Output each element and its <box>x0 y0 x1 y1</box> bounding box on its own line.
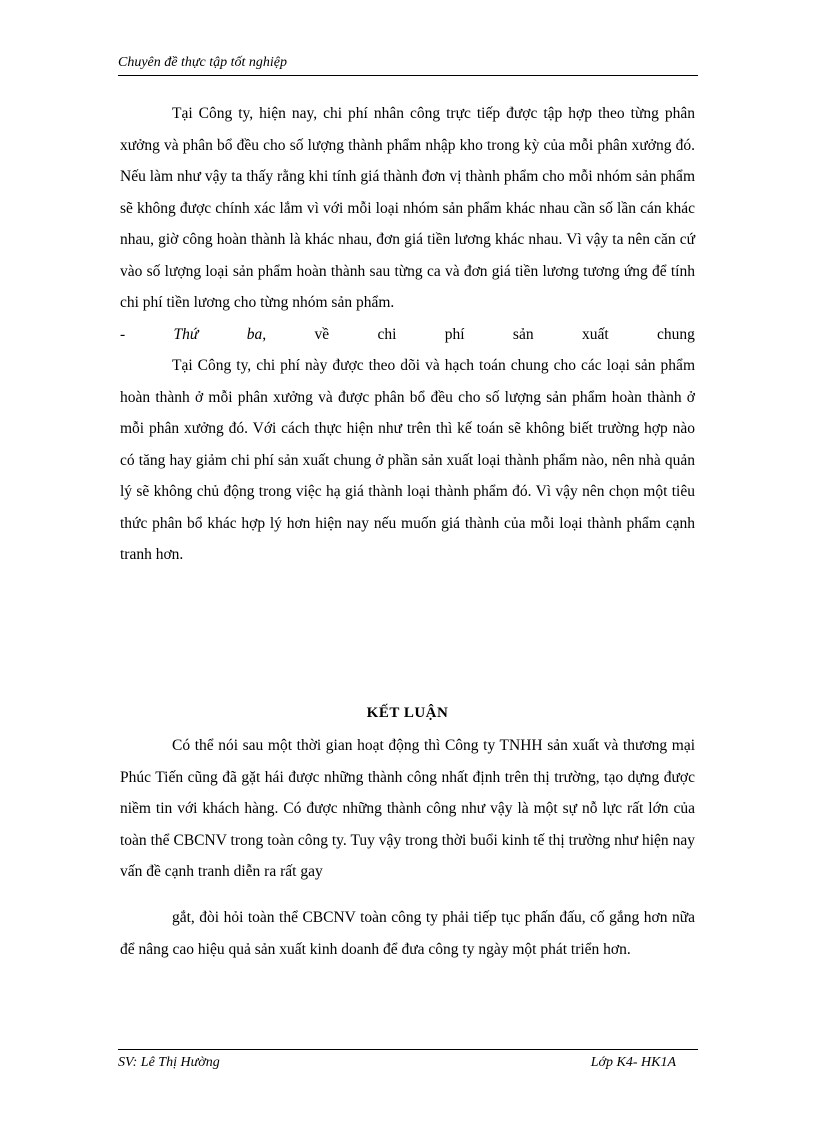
bullet-word: chi <box>377 325 397 343</box>
conclusion-text-continued <box>120 902 695 965</box>
footer-class: Lớp K4- HK1A <box>590 1055 676 1070</box>
main-text <box>120 98 695 571</box>
footer-student: SV: Lê Thị Hường <box>118 1055 220 1070</box>
paragraph-overhead-cost: Tại Công ty, chi phí này được theo dõi và hạch toán chung cho các loại sản phẩm hoàn thành ở mỗi phân xưởng và được phân bổ đều cho số lượng sản phẩm hoàn thành ở mỗi phân xưởng đó. Với cách thực hiện như trên thì kế toán sẽ không biết trường hợp nào có tăng hay giảm chi phí sản xuất chung ở phần sản xuất loại thành phẩm nào, nên nhà quản lý sẽ không chủ động trong việc hạ giá thành loại thành phẩm đó. Vì vậy nên chọn một tiêu thức phân bổ khác hợp lý hơn hiện nay nếu muốn giá thành của mỗi loại thành phẩm cạnh tranh hơn. <box>120 357 695 563</box>
bullet-dash: - <box>120 325 126 343</box>
conclusion-heading: KẾT LUẬN <box>366 705 449 721</box>
bullet-third-item <box>120 319 695 351</box>
page-footer <box>118 1049 698 1070</box>
bullet-word: xuất <box>581 325 609 343</box>
conclusion-paragraph-2: gắt, đòi hỏi toàn thể CBCNV toàn công ty phải tiếp tục phấn đấu, cố gắng hơn nữa để nâng cao hiệu quả sản xuất kinh doanh để đưa công ty ngày một phát triển hơn. <box>120 909 695 958</box>
paragraph-labor-cost: Tại Công ty, hiện nay, chi phí nhân công trực tiếp được tập hợp theo từng phân xưởng và phân bổ đều cho số lượng thành phẩm nhập kho trong kỳ của mỗi phân xưởng đó. Nếu làm như vậy ta thấy rằng khi tính giá thành đơn vị thành phẩm cho mỗi nhóm sản phẩm sẽ không được chính xác lắm vì với mỗi loại nhóm sản phẩm khác nhau cần số lần cán khác nhau, giờ công hoàn thành là khác nhau, đơn giá tiền lương khác nhau. Vì vậy ta nên căn cứ vào số lượng loại sản phẩm hoàn thành sau từng ca và đơn giá tiền lương tương ứng để tính chi phí tiền lương cho từng nhóm sản phẩm. <box>120 105 695 311</box>
conclusion-paragraph-1: Có thể nói sau một thời gian hoạt động thì Công ty TNHH sản xuất và thương mại Phúc Tiến cũng đã gặt hái được những thành công nhất định trên thị trường, tạo dựng được niềm tin với khách hàng. Có được những thành công như vậy là một sự nỗ lực rất lớn của toàn thể CBCNV trong toàn công ty. Tuy vậy trong thời buổi kinh tế thị trường như hiện nay vấn đề cạnh tranh diễn ra rất gay <box>120 737 695 880</box>
bullet-word: phí <box>444 325 465 343</box>
bullet-word: sản <box>512 325 534 343</box>
bullet-word: ba, <box>246 325 267 343</box>
bullet-word: về <box>314 325 330 343</box>
conclusion-text <box>120 730 695 888</box>
header-title: Chuyên đề thực tập tốt nghiệp <box>118 55 287 70</box>
page-header <box>118 53 698 76</box>
bullet-word: chung <box>657 325 695 343</box>
bullet-word: Thứ <box>173 325 199 343</box>
